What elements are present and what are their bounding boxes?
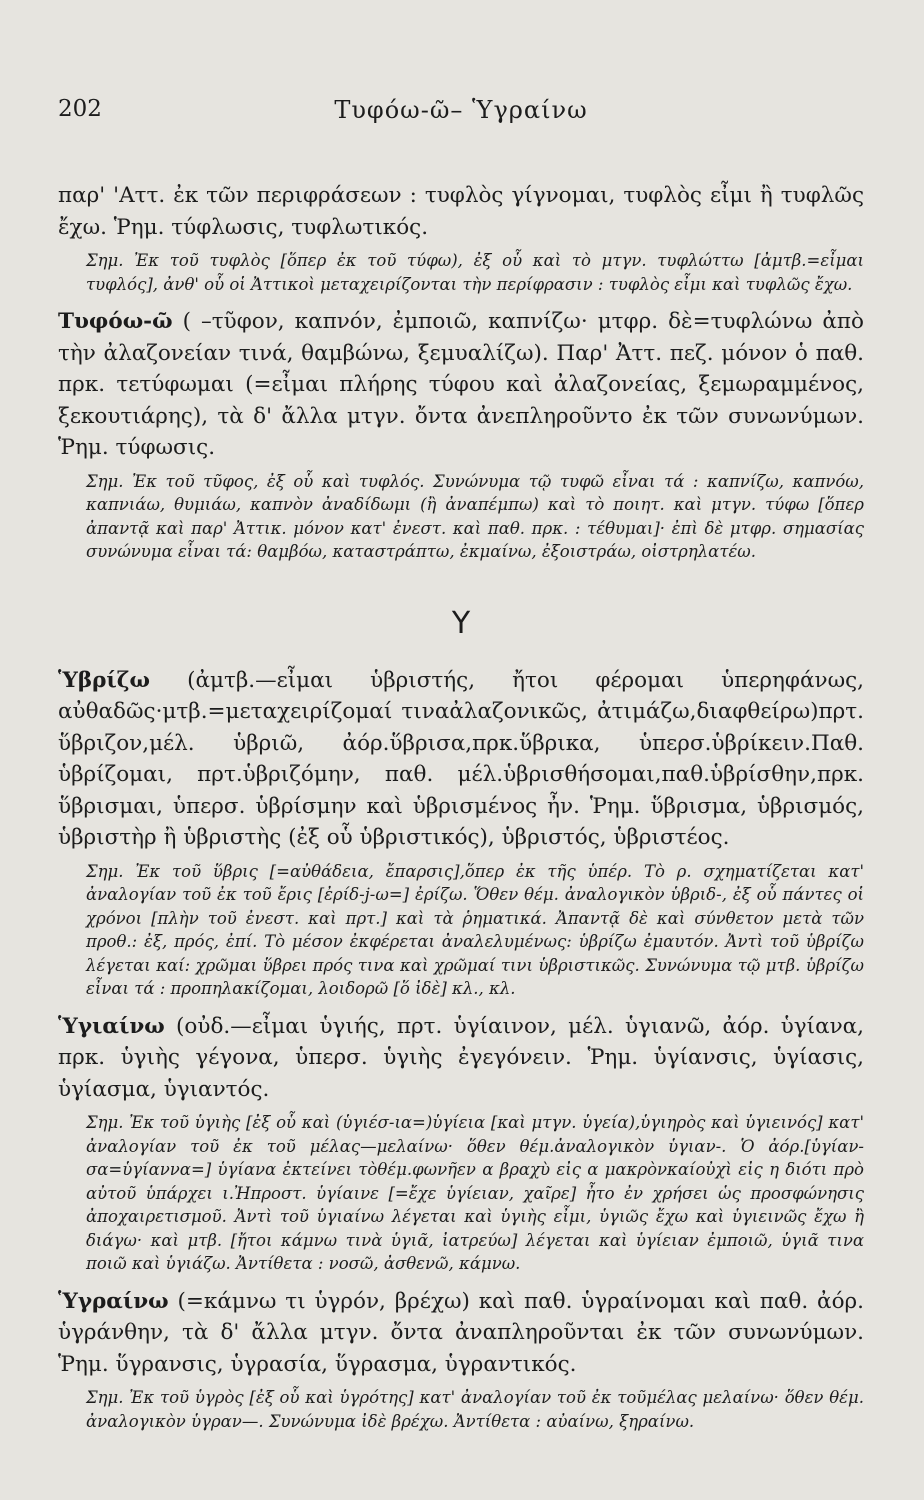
section-letter: Υ [451, 605, 471, 641]
page-header [58, 96, 864, 140]
note-paragraph: Σημ. Ἐκ τοῦ ὑγρὸς [ἐξ οὗ καὶ ὑγρότης] κατ' ἀναλογίαν τοῦ ἐκ τοῦμέλας μελαίνω· ὅθεν θέμ. ἀναλογικὸν ὑγραν—. Συνώνυμα ἰδὲ βρέχω. Ἀντίθετα : αὐαίνω, ξηραίνω. [86, 1388, 864, 1431]
lemma-body: ( –τῦφον, καπνόν, ἐμποιῶ, καπνίζω· μτφρ. δὲ=τυφλώνω ἀπὸ τὴν ἀλαζονείαν τινά, θαμβώνω, ξεμυαλίζω). Παρ' Ἀττ. πεζ. μόνον ὁ παθ. πρκ. τετύφωμαι (=εἶμαι πλήρης τύφου καὶ ἀλαζονείας, ξεμωραμμένος, ξεκουτιάρης), τὰ δ' ἄλλα μτγν. ὄντα ἀνεπληροῦντο ἐκ τῶν συνωνύμων. Ῥημ. τύφωσις. [58, 309, 864, 460]
lemma-headword: Ὑβρίζω [58, 667, 151, 693]
lemma-entry [58, 1011, 864, 1106]
running-head: Τυφόω-ῶ– Ὑγραίνω [334, 96, 588, 124]
lemma-headword: Ὑγιαίνω [58, 1013, 165, 1039]
note-paragraph: Σημ. Ἐκ τοῦ τῦφος, ἐξ οὗ καὶ τυφλός. Συνώνυμα τῷ τυφῶ εἶναι τά : καπνίζω, καπνόω, καπνιάω, θυμιάω, καπνὸν ἀναδίδωμι (ἢ ἀναπέμπω) καὶ τὸ ποιητ. καὶ μτγν. τύφω [ὅπερ ἀπαντᾷ καὶ παρ' Ἀττικ. μόνον κατ' ἐνεστ. καὶ παθ. πρκ. : τέθυμαι]· ἐπὶ δὲ μτφρ. σημασίας συνώνυμα εἶναι τά: θαμβόω, καταστράπτω, ἐκμαίνω, ἐξοιστράω, οἰστρηλατέω. [86, 471, 864, 561]
note-paragraph: Σημ. Ἐκ τοῦ ὕβρις [=αὐθάδεια, ἔπαρσις],ὅπερ ἐκ τῆς ὑπέρ. Τὸ ρ. σχηματίζεται κατ' ἀναλογίαν τοῦ ἐκ τοῦ ἔρις [ἐρίδ-j-ω=] ἐρίζω. Ὅθεν θέμ. ἀναλογικὸν ὑβριδ-, ἐξ οὗ πάντες οἱ χρόνοι [πλὴν τοῦ ἐνεστ. καὶ πρτ.] καὶ τὰ ῥηματικά. Ἀπαντᾷ δὲ καὶ σύνθετον μετὰ τῶν προθ.: ἐξ, πρός, ἐπί. Τὸ μέσον ἐκφέρεται ἀναλελυμένως: ὑβρίζω ἐμαυτόν. Ἀντὶ τοῦ ὑβρίζω λέγεται καί: χρῶμαι ὕβρει πρός τινα καὶ χρῶμαί τινι ὑβριστικῶς. Συνώνυμα τῷ μτβ. ὑβρίζω εἶναι τά : προπηλακίζομαι, λοιδορῶ [ὅ ἰδὲ] κλ., κλ. [86, 861, 864, 998]
lemma-headword: Ὑγραίνω [58, 1288, 169, 1314]
lemma-entry [58, 1286, 864, 1381]
lemma-headword: Τυφόω-ῶ [58, 309, 173, 334]
page-number: 202 [58, 96, 102, 122]
lemma-body: (=κάμνω τι ὑγρόν, βρέχω) καὶ παθ. ὑγραίνομαι καὶ παθ. ἀόρ. ὑγράνθην, τὰ δ' ἄλλα μτγν. ὄντα ἀναπληροῦνται ἐκ τῶν συνωνύμων. Ῥημ. ὕγρανσις, ὑγρασία, ὕγρασμα, ὑγραντικός. [58, 1288, 864, 1377]
lemma-body: (ἀμτβ.—εἶμαι ὑβριστής, ἤτοι φέρομαι ὑπερηφάνως, αὐθαδῶς·μτβ.=μεταχειρίζομαί τιναἀλαζονικῶς, ἀτιμάζω,διαφθείρω)πρτ. ὕβριζον,μέλ. ὑβριῶ, ἀόρ.ὕβρισα,πρκ.ὕβρικα, ὑπερσ.ὑβρίκειν.Παθ. ὑβρίζομαι, πρτ.ὑβριζόμην, παθ. μέλ.ὑβρισθήσομαι,παθ.ὑβρίσθην,πρκ. ὕβρισμαι, ὑπερσ. ὑβρίσμην καὶ ὑβρισμένος ἦν. Ῥημ. ὕβρισμα, ὑβρισμός, ὑβριστὴρ ἢ ὑβριστὴς (ἐξ οὗ ὑβριστικός), ὑβριστός, ὑβριστέος. [58, 667, 864, 850]
lemma-entry [58, 665, 864, 854]
entry-continuation: παρ' 'Αττ. ἐκ τῶν περιφράσεων : τυφλὸς γίγνομαι, τυφλὸς εἶμι ἢ τυφλῶς ἔχω. Ῥημ. τύφλωσις, τυφλωτικός. [58, 183, 864, 240]
lemma-body: (οὐδ.—εἶμαι ὑγιής, πρτ. ὑγίαινον, μέλ. ὑγιανῶ, ἀόρ. ὑγίανα, πρκ. ὑγιὴς γέγονα, ὑπερσ. ὑγιὴς ἐγεγόνειν. Ῥημ. ὑγίανσις, ὑγίασις, ὑγίασμα, ὑγιαντός. [58, 1013, 865, 1102]
lemma-entry [58, 306, 864, 464]
note-paragraph: Σημ. Ἐκ τοῦ τυφλὸς [ὅπερ ἐκ τοῦ τύφω), ἐξ οὗ καὶ τὸ μτγν. τυφλώττω [ἀμτβ.=εἶμαι τυφλός], ἀνθ' οὗ οἱ Ἀττικοὶ μεταχειρίζονται τὴν περίφρασιν : τυφλὸς εἶμι καὶ τυφλῶς ἔχω. [86, 251, 864, 294]
note-paragraph: Σημ. Ἐκ τοῦ ὑγιὴς [ἐξ οὗ καὶ (ὑγιέσ-ια=)ὑγίεια [καὶ μτγν. ὑγεία),ὑγιηρὸς καὶ ὑγιεινός] κατ' ἀναλογίαν τοῦ ἐκ τοῦ μέλας—μελαίνω· ὅθεν θέμ.ἀναλογικὸν ὑγιαν-. Ὁ ἀόρ.[ὑγίαν-σα=ὑγίαννα=] ὑγίανα ἐκτείνει τὸθέμ.φωνῆεν α βραχὺ εἰς α μακρὸνκαίοὐχὶ εἰς η διότι πρὸ αὐτοῦ ὑπάρχει ι.Ἠπροστ. ὑγίαινε [=ἔχε ὑγίειαν, χαῖρε] ἦτο ἐν χρήσει ὡς προσφώνησις ἀποχαιρετισμοῦ. Ἀντὶ τοῦ ὑγιαίνω λέγεται καὶ ὑγιὴς εἶμι, ὑγιῶς ἔχω καὶ ὑγιεινῶς ἔχω ἢ διάγω· καὶ μτβ. [ἤτοι κάμνω τινὰ ὑγιᾶ, ἰατρεύω] λέγεται καὶ ὑγίειαν ἐμποιῶ, ὑγιᾶ τινα ποιῶ καὶ ὑγιάζω. Ἀντίθετα : νοσῶ, ἀσθενῶ, κάμνω. [86, 1113, 864, 1273]
